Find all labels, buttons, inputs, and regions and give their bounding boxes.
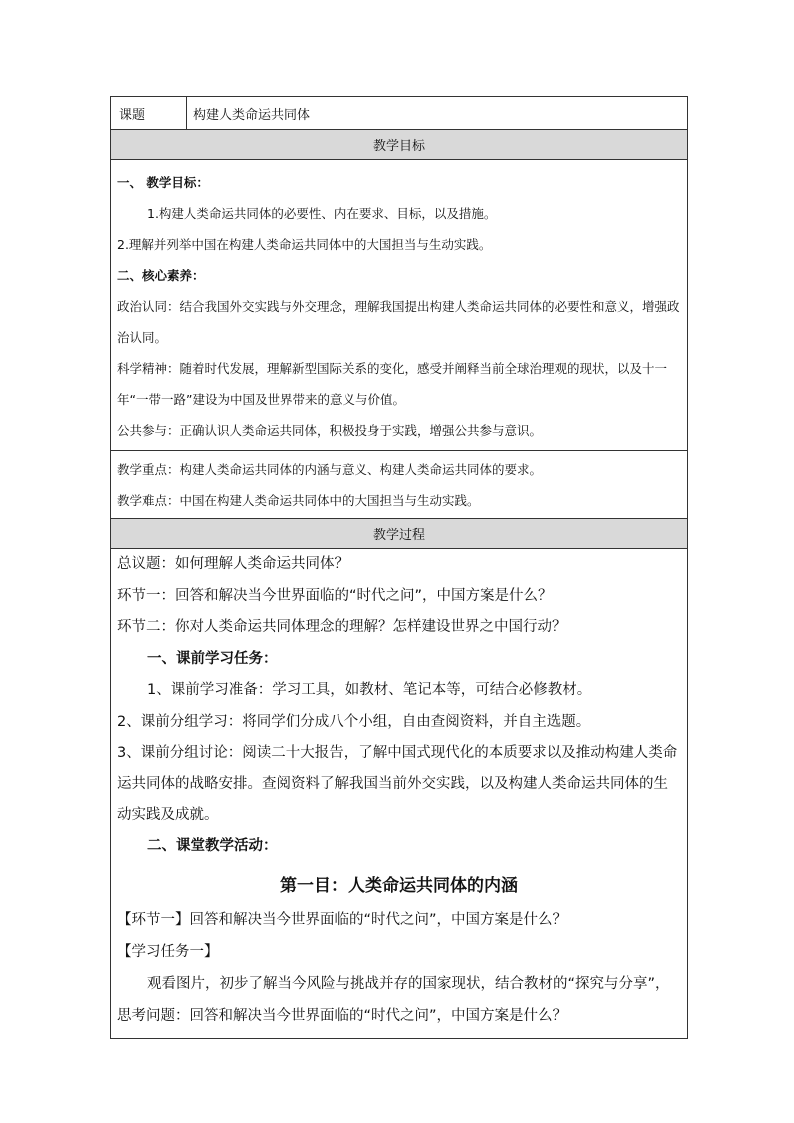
goals-line-3: 2.理解并列举中国在构建人类命运共同体中的大国担当与生动实践。	[117, 237, 492, 252]
process-line-7: 3、课前分组讨论：阅读二十大报告，了解中国式现代化的本质要求以及推动构建人类命运共同体的战略安排。查阅资料了解我国当前外交实践，以及构建人类命运共同体的生动实践及成就。	[117, 745, 678, 823]
process-line-6: 2、课前分组学习：将同学们分成八个小组，自由查阅资料，并自主选题。	[117, 713, 591, 730]
section-title: 第一目：人类命运共同体的内涵	[280, 875, 518, 896]
process-section	[111, 549, 687, 1038]
keypoints-section	[111, 451, 687, 519]
goals-header: 教学目标	[111, 130, 687, 160]
lesson-plan-table	[110, 96, 688, 1039]
process-header: 教学过程	[111, 519, 687, 549]
process-line-11: 观看图片，初步了解当今风险与挑战并存的国家现状，结合教材的“探究与分享”，思考问题：回答和解决当今世界面临的“时代之问”，中国方案是什么？	[117, 976, 670, 1024]
process-line-4: 一、课前学习任务：	[147, 650, 278, 667]
process-line-2: 环节一：回答和解决当今世界面临的“时代之问”，中国方案是什么？	[117, 587, 553, 604]
goals-line-4: 二、核心素养：	[117, 268, 205, 283]
process-line-3: 环节二：你对人类命运共同体理念的理解？怎样建设世界之中国行动？	[117, 619, 567, 635]
goals-line-5: 政治认同：结合我国外交实践与外交理念，理解我国提出构建人类命运共同体的必要性和意义，增强政治认同。	[117, 299, 680, 345]
title-row	[111, 97, 687, 130]
title-value: 构建人类命运共同体	[193, 107, 311, 123]
process-line-9: 【环节一】回答和解决当今世界面临的“时代之问”，中国方案是什么？	[117, 911, 568, 928]
goals-line-2: 1.构建人类命运共同体的必要性、内在要求、目标，以及措施。	[147, 206, 497, 221]
goals-section	[111, 160, 687, 451]
process-line-8: 二、课堂教学活动：	[147, 838, 278, 854]
title-label: 课题	[111, 97, 187, 129]
keypoints-line-1: 教学重点：构建人类命运共同体的内涵与意义、构建人类命运共同体的要求。	[117, 462, 543, 477]
lesson-plan-page	[110, 96, 688, 1039]
process-line-1: 总议题：如何理解人类命运共同体？	[117, 556, 349, 572]
goals-line-7: 公共参与：正确认识人类命运共同体，积极投身于实践，增强公共参与意识。	[117, 423, 543, 438]
goals-line-6: 科学精神：随着时代发展，理解新型国际关系的变化，感受并阐释当前全球治理观的现状，以及十一年“一带一路”建设为中国及世界带来的意义与价值。	[117, 361, 668, 407]
goals-line-1: 一、 教学目标：	[117, 175, 209, 190]
process-line-5: 1、课前学习准备：学习工具，如教材、笔记本等，可结合必修教材。	[147, 682, 592, 698]
keypoints-line-2: 教学难点：中国在构建人类命运共同体中的大国担当与生动实践。	[117, 493, 480, 508]
process-line-10: 【学习任务一】	[117, 943, 219, 960]
